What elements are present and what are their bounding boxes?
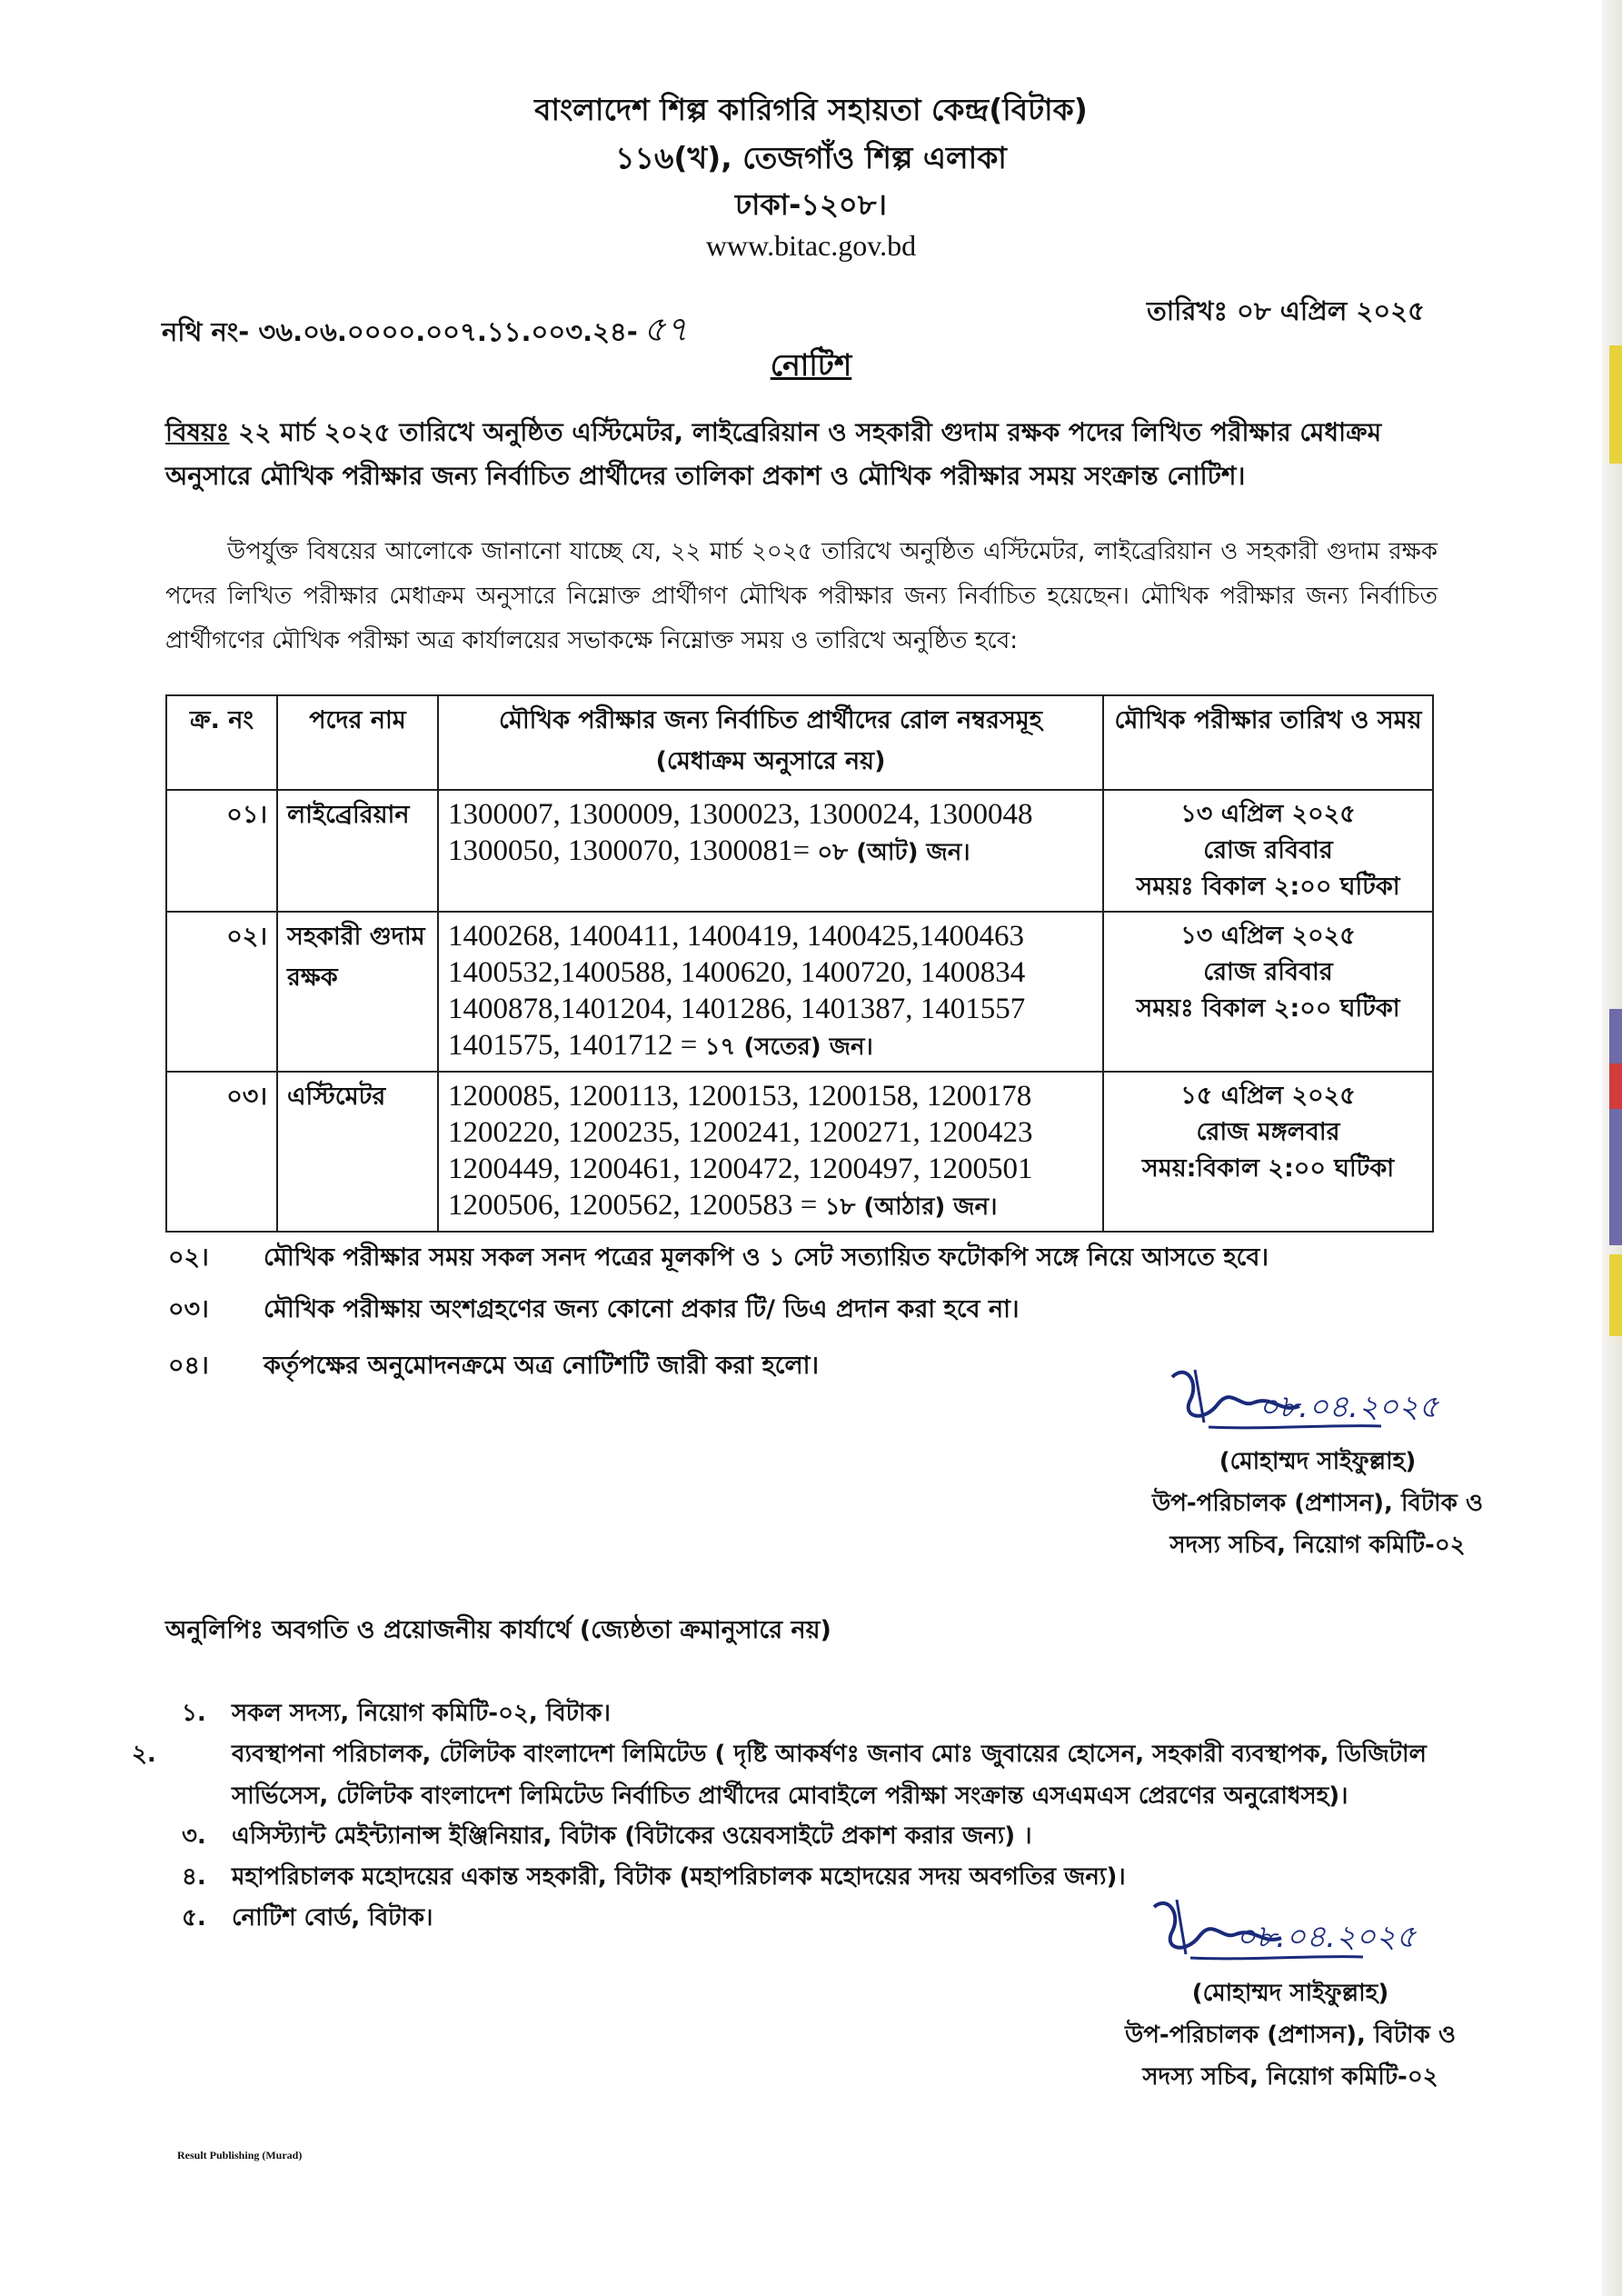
signature-block-1 [1104,1359,1531,1566]
notice-title: নোটিশ [770,347,852,383]
viva-date: ১৩ এপ্রিল ২০২৫ [1180,922,1356,950]
edge-color-strip [1609,1254,1622,1336]
viva-date: ১৫ এপ্রিল ২০২৫ [1180,1082,1356,1110]
signatory-designation: উপ-পরিচালক (প্রশাসন), বিটাক ও [1125,2021,1456,2049]
roll-line: 1300007, 1300009, 1300023, 1300024, 1300048 [448,798,1033,831]
note-text: কর্তৃপক্ষের অনুমোদনক্রমে অত্র নোটিশটি জারী করা হলো। [264,1352,820,1380]
roll-line-text: 1401575, 1401712 = [448,1029,698,1062]
row-sl: ০১। [166,790,277,912]
header-rolls [438,695,1103,790]
note-number: ০৪। [168,1352,209,1380]
roll-line-text: 1300050, 1300070, 1300081= [448,834,811,867]
note-text: মৌখিক পরীক্ষার সময় সকল সনদ পত্রের মূলকপি ও ১ সেট সত্যায়িত ফটোকপি সঙ্গে নিয়ে আসতে হবে। [264,1243,1269,1272]
signatory-name: (মোহাম্মদ সাইফুল্লাহ) [1191,1980,1389,2007]
viva-date: ১৩ এপ্রিল ২০২৫ [1180,800,1356,828]
roll-count: ০৮ (আট) জন। [817,839,970,866]
signature-hand-date: ০৮.০৪.২০২৫ [1236,1919,1417,1955]
cc-item [182,1815,1472,1857]
cc-number: ২. [132,1741,156,1768]
row-when [1103,912,1433,1072]
signatory-name: (মোহাম্মদ সাইফুল্লাহ) [1219,1448,1417,1475]
roll-line-text: 1200506, 1200562, 1200583 = [448,1189,818,1222]
file-reference-label: নথি নং- ৩৬.০৬.০০০০.০০৭.১১.০০৩.২৪- [162,316,638,347]
cc-item [182,1692,1472,1734]
table-row [166,1072,1433,1232]
roll-line: 1200085, 1200113, 1200153, 1200158, 1200178 [448,1080,1032,1113]
cc-text: ব্যবস্থাপনা পরিচালক, টেলিটক বাংলাদেশ লিমিটেড ( দৃষ্টি আকর্ষণঃ জনাব মোঃ জুবায়ের হোসেন, সহকারী ব্যবস্থাপক, ডিজিটাল সার্ভিসেস, টেলিটক বাংলাদেশ লিমিটেড নির্বাচিত প্রার্থীদের মোবাইলে পরীক্ষা সংক্রান্ত এসএমএস প্রেরণের অনুরোধসহ)। [232,1741,1427,1810]
roll-line: 1200449, 1200461, 1200472, 1200497, 1200501 [448,1153,1033,1185]
viva-time: সময়ঃ বিকাল ২:০০ ঘটিকা [1136,873,1400,901]
subject-text: ২২ মার্চ ২০২৫ তারিখে অনুষ্ঠিত এস্টিমেটর, লাইব্রেরিয়ান ও সহকারী গুদাম রক্ষক পদের লিখিত পরীক্ষার মেধাক্রম অনুসারে মৌখিক পরীক্ষার জন্য নির্বাচিত প্রার্থীদের তালিকা প্রকাশ ও মৌখিক পরীক্ষার সময় সংক্রান্ত নোটিশ। [165,417,1382,491]
viva-day: রোজ রবিবার [1203,958,1333,986]
roll-line [448,833,1093,871]
row-rolls [438,790,1103,912]
header-when: মৌখিক পরীক্ষার তারিখ ও সময় [1103,695,1433,790]
footer-note: Result Publishing (Murad) [177,2149,303,2161]
note-number: ০৩। [168,1295,209,1323]
row-post: লাইব্রেরিয়ান [277,790,438,912]
roll-count: ১৮ (আঠার) জন। [824,1193,998,1221]
org-name: বাংলাদেশ শিল্প কারিগরি সহায়তা কেন্দ্র(বিটাক) [534,92,1088,127]
signature-block-2 [1077,1891,1504,2098]
note-item [168,1347,819,1388]
notice-date: তারিখঃ ০৮ এপ্রিল ২০২৫ [1147,295,1425,326]
cc-text: মহাপরিচালক মহোদয়ের একান্ত সহকারী, বিটাক (মহাপরিচালক মহোদয়ের সদয় অবগতির জন্য)। [232,1863,1126,1891]
viva-day: রোজ রবিবার [1203,836,1333,864]
cc-number: ১. [182,1700,206,1727]
roll-line [448,1187,1093,1225]
roll-line [448,1027,1093,1065]
note-number: ০২। [168,1243,209,1272]
row-sl: ০৩। [166,1072,277,1232]
table-row [166,790,1433,912]
roll-count: ১৭ (সতের) জন। [704,1033,873,1061]
cc-number: ৪. [182,1863,206,1891]
header-rolls-title: মৌখিক পরীক্ষার জন্য নির্বাচিত প্রার্থীদের রোল নম্বরসমূহ [499,706,1042,734]
row-rolls [438,1072,1103,1232]
roll-line: 1400532,1400588, 1400620, 1400720, 1400834 [448,956,1026,989]
roll-line: 1400268, 1400411, 1400419, 1400425,1400463 [448,920,1025,953]
signatory-committee: সদস্য সচিব, নিয়োগ কমিটি-০২ [1142,2063,1438,2091]
row-sl: ০২। [166,912,277,1072]
note-item [168,1239,1269,1280]
row-rolls [438,912,1103,1072]
selected-candidates-table [165,694,1434,1233]
viva-time: সময়:বিকাল ২:০০ ঘটিকা [1141,1154,1395,1183]
row-post: এস্টিমেটর [277,1072,438,1232]
org-address: ১১৬(খ), তেজগাঁও শিল্প এলাকা [615,140,1007,175]
cc-text: সকল সদস্য, নিয়োগ কমিটি-০২, বিটাক। [232,1700,611,1727]
notice-body: উপর্যুক্ত বিষয়ের আলোকে জানানো যাচ্ছে যে, ২২ মার্চ ২০২৫ তারিখে অনুষ্ঠিত এস্টিমেটর, লাইব্রেরিয়ান ও সহকারী গুদাম রক্ষক পদের লিখিত পরীক্ষার মেধাক্রম অনুসারে নিম্নোক্ত প্রার্থীগণ মৌখিক পরীক্ষার জন্য নির্বাচিত হয়েছেন। মৌখিক পরীক্ষার জন্য নির্বাচিত প্রার্থীগণের মৌখিক পরীক্ষা অত্র কার্যালয়ের সভাকক্ষে নিম্নোক্ত সময় ও তারিখে অনুষ্ঠিত হবে: [165,538,1438,654]
edge-color-strip [1609,1009,1622,1245]
signatory-designation: উপ-পরিচালক (প্রশাসন), বিটাক ও [1152,1490,1483,1517]
note-item [168,1291,1020,1332]
org-website: www.bitac.gov.bd [705,229,917,262]
header-rolls-subtitle: (মেধাক্রম অনুসারে নয়) [655,747,886,775]
roll-line: 1400878,1401204, 1401286, 1401387, 1401557 [448,993,1026,1025]
org-city: ঢাকা-১২০৮। [735,187,887,222]
cc-text: এসিস্ট্যান্ট মেইন্ট্যানান্স ইঞ্জিনিয়ার, বিটাক (বিটাকের ওয়েবসাইটে প্রকাশ করার জন্য) । [232,1822,1032,1850]
row-when [1103,1072,1433,1232]
cc-number: ৩. [182,1822,206,1850]
table-row [166,912,1433,1072]
row-post: সহকারী গুদাম রক্ষক [277,912,438,1072]
roll-line: 1200220, 1200235, 1200241, 1200271, 1200423 [448,1116,1033,1149]
cc-number: ৫. [182,1904,206,1932]
notice-subject [165,411,1456,498]
header-sl: ক্র. নং [166,695,277,790]
viva-day: রোজ মঙ্গলবার [1196,1118,1340,1146]
cc-item [132,1733,1472,1817]
viva-time: সময়ঃ বিকাল ২:০০ ঘটিকা [1136,994,1400,1023]
cc-heading: অনুলিপিঃ অবগতি ও প্রয়োজনীয় কার্যার্থে (জ্যেষ্ঠতা ক্রমানুসারে নয়) [165,1616,831,1644]
table-header-row [166,695,1433,790]
cc-text: নোটিশ বোর্ড, বিটাক। [232,1904,433,1932]
signatory-committee: সদস্য সচিব, নিয়োগ কমিটি-০২ [1169,1532,1466,1559]
header-post: পদের নাম [277,695,438,790]
handwritten-file-number: ৫৭ [642,309,689,349]
edge-color-strip [1609,1063,1622,1109]
signature-hand-date: ০৮.০৪.২০২৫ [1259,1389,1439,1425]
row-when [1103,790,1433,912]
note-text: মৌখিক পরীক্ষায় অংশগ্রহণের জন্য কোনো প্রকার টি/ ডিএ প্রদান করা হবে না। [264,1295,1020,1323]
subject-label: বিষয়ঃ [165,417,230,447]
